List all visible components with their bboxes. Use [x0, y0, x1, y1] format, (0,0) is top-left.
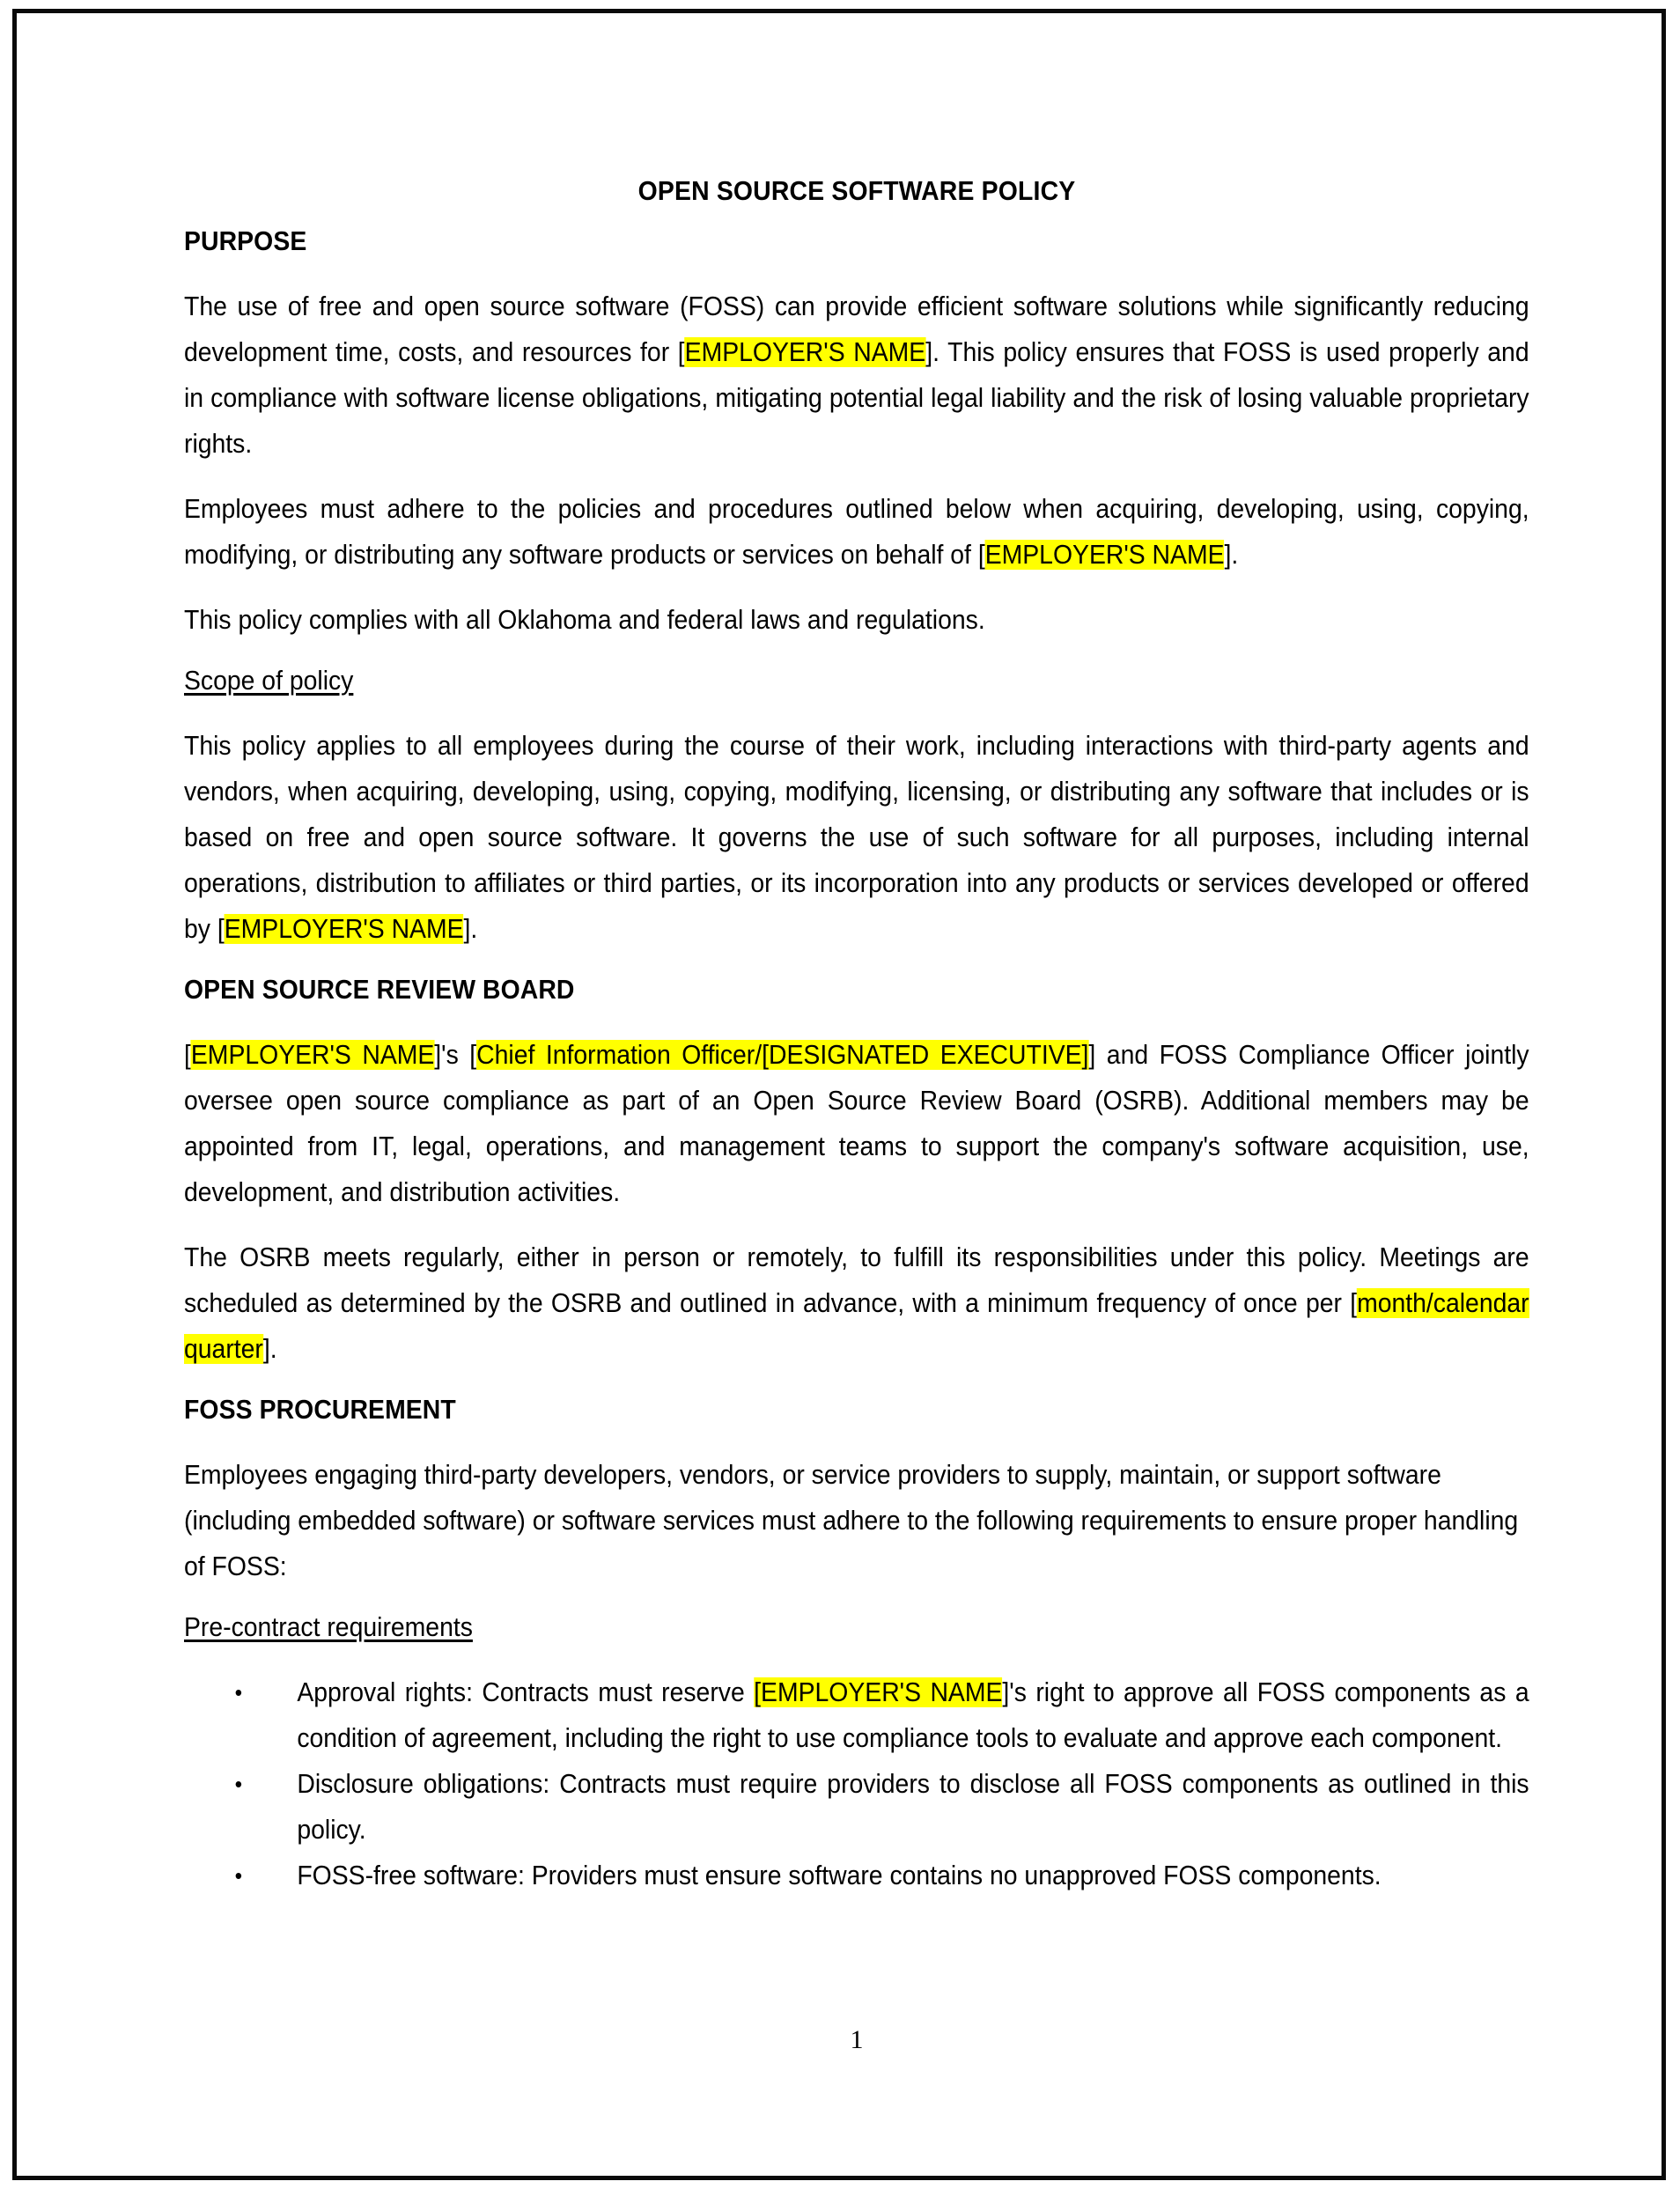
scope-paragraph-1: [184, 723, 1529, 952]
purpose-paragraph-3: This policy complies with all Oklahoma and federal laws and regulations.: [184, 605, 985, 635]
highlight-employers-name: EMPLOYER'S NAME: [984, 540, 1225, 570]
bullet-icon: •: [234, 1771, 243, 1797]
heading-open-source-review-board: OPEN SOURCE REVIEW BOARD: [184, 975, 575, 1005]
page-title: OPEN SOURCE SOFTWARE POLICY: [637, 176, 1076, 206]
heading-foss-procurement: FOSS PROCUREMENT: [184, 1395, 456, 1425]
review-board-paragraph-1: [184, 1032, 1529, 1215]
text-run: ]'s [: [434, 1040, 477, 1070]
review-board-paragraph-2: [184, 1234, 1529, 1372]
text-run: This policy applies to all employees during the course of their work, including interactions with third-party agents and vendors, when acquiring, developing, using, copying, modifying, licensing, or distributing any software that includes or is based on free and open source software. It governs the use of such software for all purposes, including internal operations, distribution to affiliates or third parties, or its incorporation into any products or services developed or offered by [: [184, 731, 1529, 944]
list-item: [230, 1761, 1529, 1853]
list-item-text: FOSS-free software: Providers must ensure software contains no unapproved FOSS components.: [297, 1861, 1382, 1890]
highlight-meeting-frequency: month/calendar quarter: [184, 1288, 1529, 1364]
page-content-column: [184, 13, 1529, 2176]
heading-scope-of-policy: Scope of policy: [184, 666, 354, 696]
highlight-employers-name: EMPLOYER'S NAME: [684, 337, 926, 367]
list-item-text: Disclosure obligations: Contracts must require providers to disclose all FOSS components as outlined in this policy.: [297, 1769, 1529, 1845]
highlight-designated-executive: Chief Information Officer/[DESIGNATED EXECUTIVE]: [476, 1040, 1089, 1070]
text-run: Employees must adhere to the policies and procedures outlined below when acquiring, developing, using, copying, modifying, or distributing any software products or services on behalf of [: [184, 494, 1529, 570]
text-run: ]. This policy ensures that FOSS is used properly and in compliance with software license obligations, mitigating potential legal liability and the risk of losing valuable proprietary rights.: [184, 337, 1529, 459]
heading-pre-contract-requirements: Pre-contract requirements: [184, 1612, 473, 1642]
list-item: [230, 1853, 1529, 1898]
highlight-employers-name: EMPLOYER'S NAME: [190, 1040, 435, 1070]
text-run: ].: [262, 1334, 277, 1364]
text-run: ]'s right to approve all FOSS components as a condition of agreement, including the right to use compliance tools to evaluate and approve each component.: [297, 1677, 1529, 1753]
page-number: 1: [850, 2025, 864, 2054]
list-item: [230, 1669, 1529, 1761]
text-run: ] and FOSS Compliance Officer jointly oversee open source compliance as part of an Open Source Review Board (OSRB). Additional members may be appointed from IT, legal, operations, and management teams to support the company's software acquisition, use, development, and distribution activities.: [184, 1040, 1529, 1207]
bullet-icon: •: [234, 1679, 243, 1706]
text-run: ].: [463, 914, 478, 944]
purpose-paragraph-1: [184, 284, 1529, 467]
pre-contract-requirements-list: [184, 1669, 1529, 1898]
text-run: [: [184, 1040, 191, 1070]
text-run: The OSRB meets regularly, either in person or remotely, to fulfill its responsibilities under this policy. Meetings are scheduled as determined by the OSRB and outlined in advance, with a minimum frequency of once per [: [184, 1242, 1529, 1318]
text-run: The use of free and open source software (FOSS) can provide efficient software solutions while significantly reducing development time, costs, and resources for [: [184, 291, 1529, 367]
highlight-employers-name: EMPLOYER'S NAME: [224, 914, 464, 944]
heading-purpose: PURPOSE: [184, 226, 307, 256]
procurement-paragraph-1: Employees engaging third-party developers, vendors, or service providers to supply, maintain, or support software (including embedded software) or software services must adhere to the following requirements to ensure proper handling of FOSS:: [184, 1460, 1519, 1581]
bullet-icon: •: [234, 1862, 243, 1889]
list-item-text: [297, 1669, 1529, 1761]
purpose-paragraph-2: [184, 486, 1529, 578]
text-run: Approval rights: Contracts must reserve: [297, 1677, 755, 1707]
document-page: [12, 9, 1666, 2180]
text-run: ].: [1224, 540, 1239, 570]
highlight-employers-name: [EMPLOYER'S NAME: [754, 1677, 1003, 1707]
